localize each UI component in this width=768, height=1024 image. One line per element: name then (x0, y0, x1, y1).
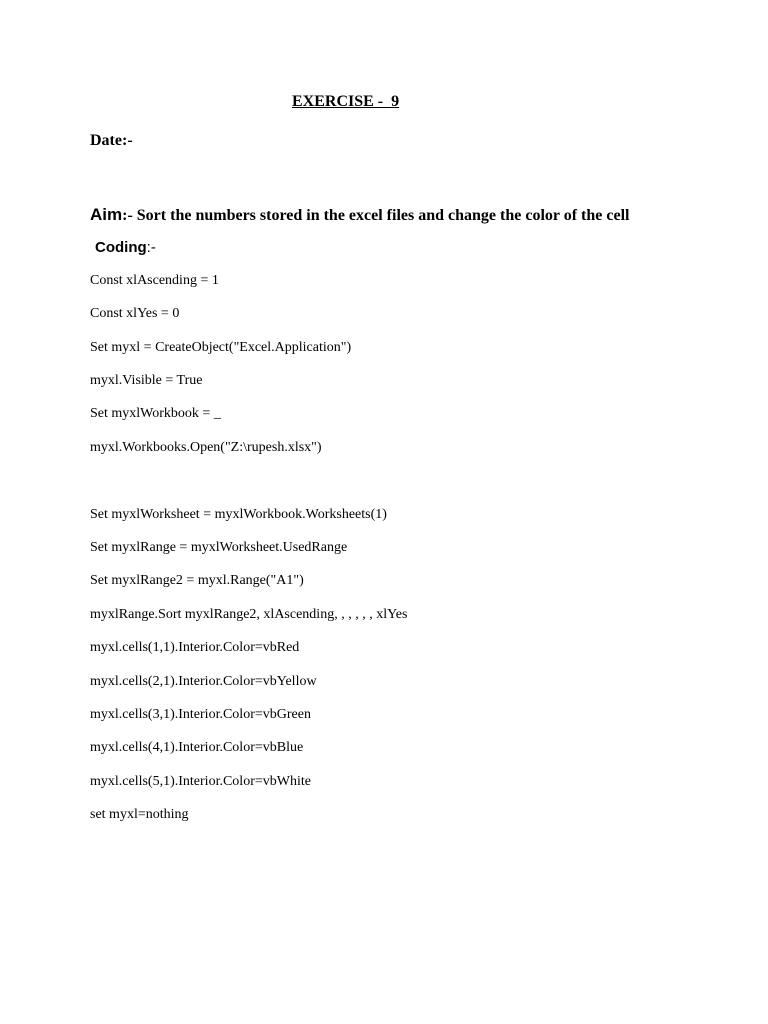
date-label: Date:- (90, 132, 133, 149)
code-line: Set myxlRange = myxlWorksheet.UsedRange (90, 540, 348, 555)
aim-line (90, 205, 629, 225)
code-line: set myxl=nothing (90, 807, 189, 822)
aim-label: Aim (90, 205, 123, 224)
code-line: Const xlYes = 0 (90, 306, 180, 321)
code-line: Set myxlWorkbook = _ (90, 406, 221, 421)
coding-suffix: :- (146, 239, 156, 256)
code-line: Set myxlWorksheet = myxlWorkbook.Worksheets(1) (90, 507, 387, 522)
aim-separator: :- (122, 207, 133, 224)
coding-heading (95, 239, 156, 257)
code-line: myxl.cells(4,1).Interior.Color=vbBlue (90, 740, 304, 755)
aim-text: Sort the numbers stored in the excel files and change the color of the cell (136, 207, 630, 224)
code-line: Const xlAscending = 1 (90, 273, 219, 288)
code-line: myxl.cells(3,1).Interior.Color=vbGreen (90, 707, 311, 722)
code-line: myxl.Workbooks.Open("Z:\rupesh.xlsx") (90, 440, 322, 455)
page-title: EXERCISE - 9 (292, 93, 400, 110)
code-line: myxl.cells(1,1).Interior.Color=vbRed (90, 640, 300, 655)
coding-label: Coding (95, 239, 147, 256)
code-line: myxl.Visible = True (90, 373, 203, 388)
code-line: myxl.cells(2,1).Interior.Color=vbYellow (90, 674, 317, 689)
code-line: Set myxlRange2 = myxl.Range("A1") (90, 573, 304, 588)
code-line: myxlRange.Sort myxlRange2, xlAscending, , , , , , xlYes (90, 607, 408, 622)
code-line: Set myxl = CreateObject("Excel.Application") (90, 340, 352, 355)
code-line: myxl.cells(5,1).Interior.Color=vbWhite (90, 774, 311, 789)
